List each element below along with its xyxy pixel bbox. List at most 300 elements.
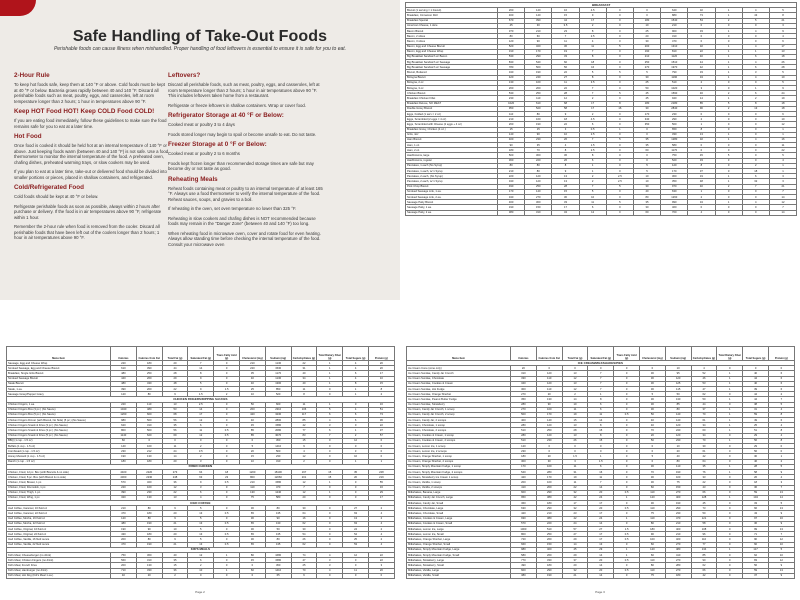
nutrient-cell: 310	[498, 49, 525, 54]
menu-item-cell: Iced Coffee, Vanilla, 22 fluid ounce	[7, 542, 111, 547]
nutrient-cell: 210	[536, 511, 562, 516]
nutrient-cell: 15	[291, 438, 317, 443]
nutrient-cell: 320	[136, 480, 162, 485]
nutrient-cell: 40	[665, 454, 691, 459]
nutrition-table	[406, 346, 795, 579]
nutrient-cell: 4	[368, 532, 394, 537]
nutrient-cell: 15	[562, 418, 588, 423]
nutrient-cell: 83	[291, 433, 317, 438]
nutrient-cell: 200	[111, 537, 137, 542]
nutrient-cell: 228	[368, 469, 394, 474]
nutrient-cell: 85	[665, 402, 691, 407]
nutrient-cell: 0	[717, 449, 743, 454]
nutrient-cell: 8	[552, 148, 579, 153]
nutrient-cell: 5	[633, 163, 660, 168]
nutrient-cell: 42	[691, 573, 717, 578]
nutrient-cell: 2310	[265, 407, 291, 412]
menu-item-cell: Kid's Meal, Hamburger (no drink)	[7, 568, 111, 573]
nutrient-cell: 30	[525, 23, 552, 28]
nutrient-cell: 6	[768, 386, 794, 391]
menu-item-cell: Hashbrowns, large	[406, 153, 498, 158]
nutrient-cell: 20	[291, 495, 317, 500]
nutrient-cell: 8	[552, 163, 579, 168]
column-header: Menu Item	[407, 347, 511, 361]
nutrient-cell: 5	[768, 547, 794, 552]
menu-item-cell: Ice Cream Sundae, Cookies & Cream	[407, 381, 511, 386]
nutrient-cell: 62	[291, 521, 317, 526]
nutrient-cell: 2	[291, 459, 317, 464]
nutrient-cell: 170	[511, 464, 537, 469]
nutrient-cell: 13	[188, 542, 214, 547]
menu-item-cell: Milkshakes, Orange Sherbet, Large	[407, 537, 511, 542]
nutrient-cell: 110	[639, 568, 665, 573]
nutrient-cell: 0	[614, 423, 640, 428]
nutrient-cell: 0	[588, 444, 614, 449]
nutrient-cell: 1	[742, 86, 769, 91]
nutrient-cell: 120	[665, 433, 691, 438]
nutrient-cell: 0	[239, 438, 265, 443]
nutrient-cell: 0	[614, 480, 640, 485]
nutrient-cell: 0	[614, 449, 640, 454]
nutrient-cell: 20	[239, 449, 265, 454]
nutrient-cell: 0	[633, 13, 660, 18]
nutrient-cell: 1	[688, 122, 715, 127]
nutrient-cell: 110	[691, 537, 717, 542]
nutrient-cell: 20	[368, 361, 394, 366]
menu-item-cell: Ice Cream, Lemon Ice, 2 scoops	[407, 449, 511, 454]
nutrient-cell: 5	[239, 444, 265, 449]
nutrient-cell: 1	[343, 392, 369, 397]
nutrient-cell: 470	[111, 511, 137, 516]
nutrient-cell: 660	[511, 542, 537, 547]
nutrient-cell: 2	[579, 179, 606, 184]
nutrient-cell: 18	[579, 60, 606, 65]
nutrient-cell: 1190	[661, 75, 688, 80]
nutrient-cell: 0	[606, 8, 633, 13]
column-header: Menu Item	[7, 347, 111, 361]
nutrient-cell: 60	[639, 485, 665, 490]
nutrient-cell: 670	[498, 18, 525, 23]
menu-item-cell: Ice Cream Sundae, Peanut Butter Fudge	[407, 397, 511, 402]
nutrient-cell: 30	[639, 376, 665, 381]
nutrient-cell: 54	[343, 532, 369, 537]
nutrient-cell: 210	[239, 480, 265, 485]
nutrient-cell: 46	[691, 376, 717, 381]
nutrient-cell: 7	[188, 361, 214, 366]
nutrient-cell: 0	[639, 459, 665, 464]
section-paragraph: Foods stored longer may begin to spoil or become unsafe to eat. Do not taste.	[168, 131, 317, 137]
nutrient-cell: 30	[239, 527, 265, 532]
nutrient-cell: 8	[588, 397, 614, 402]
nutrient-cell: 0	[768, 366, 794, 371]
section-paragraph: If reheating in the oven, set oven temperature no lower than 325 °F.	[168, 206, 297, 211]
nutrient-cell: 220	[525, 158, 552, 163]
nutrient-cell: 2	[715, 106, 742, 111]
nutrient-cell: 0	[606, 169, 633, 174]
section-paragraph: If you plan to eat at a later time, take-out or delivered food should be divided into smaller portions or pieces, placed in shallow containers, and refrigerated.	[14, 169, 167, 180]
nutrient-cell: 60	[691, 428, 717, 433]
nutrient-cell: 930	[511, 516, 537, 521]
nutrient-cell: 780	[498, 65, 525, 70]
nutrient-cell: 120	[661, 163, 688, 168]
nutrient-cell: 5	[768, 402, 794, 407]
nutrient-cell: 0	[614, 428, 640, 433]
nutrient-cell: 20	[162, 361, 188, 366]
nutrient-cell: 0	[188, 438, 214, 443]
nutrient-cell: 0	[742, 205, 769, 210]
nutrient-cell: 0	[614, 485, 640, 490]
column-header: Total Fat (g)	[562, 347, 588, 361]
nutrient-cell: 4	[768, 433, 794, 438]
nutrient-cell: 160	[525, 117, 552, 122]
nutrient-cell: 1	[769, 169, 796, 174]
nutrient-cell: 5	[769, 80, 796, 85]
nutrient-cell: 57	[562, 527, 588, 532]
column-header: Calories from Fat	[136, 347, 162, 361]
nutrient-cell: 13	[188, 521, 214, 526]
nutrient-cell: 85	[239, 433, 265, 438]
nutrient-cell: 60	[633, 210, 660, 215]
nutrient-cell: 5	[188, 516, 214, 521]
nutrient-cell: 26	[562, 438, 588, 443]
nutrient-cell: 20	[536, 392, 562, 397]
nutrient-cell: 43	[743, 511, 769, 516]
nutrient-cell: 108	[691, 527, 717, 532]
nutrient-cell: 8	[188, 371, 214, 376]
nutrient-cell: 130	[136, 454, 162, 459]
nutrient-cell: 0	[606, 194, 633, 199]
nutrient-cell: 90	[743, 537, 769, 542]
nutrient-cell: 5	[768, 464, 794, 469]
nutrient-cell: 6	[768, 376, 794, 381]
column-header: Calories from Fat	[536, 347, 562, 361]
brand-logo	[0, 0, 36, 16]
nutrient-cell: 30	[239, 537, 265, 542]
nutrient-cell: 120	[665, 423, 691, 428]
nutrient-cell: 0	[717, 537, 743, 542]
nutrient-cell: 45	[239, 558, 265, 563]
nutrient-cell: 27	[562, 532, 588, 537]
nutrient-cell: 17	[579, 101, 606, 106]
nutrient-cell: 0	[317, 542, 343, 547]
section-paragraph: Reheat foods containing meat or poultry to an internal temperature of at least 165 °F. Always use a food thermometer to verify the internal temperature of the food. Reheat sauces, soups, and gravies to a boil.	[168, 185, 323, 202]
nutrient-cell: 0	[606, 111, 633, 116]
nutrient-cell: 83	[743, 558, 769, 563]
nutrient-cell: 180	[111, 459, 137, 464]
nutrient-cell: 200	[136, 386, 162, 391]
nutrient-cell: 30	[639, 501, 665, 506]
menu-item-cell: Milkshakes, Vanilla, Large	[407, 568, 511, 573]
nutrition-page-2	[0, 300, 400, 600]
nutrient-cell: 100	[536, 464, 562, 469]
nutrient-cell: 0	[717, 516, 743, 521]
nutrient-cell: 15	[239, 454, 265, 459]
nutrient-cell: 9	[162, 392, 188, 397]
nutrient-cell: 117	[291, 412, 317, 417]
nutrient-cell: 0	[717, 568, 743, 573]
nutrient-cell: 0	[214, 449, 240, 454]
nutrient-cell: 0	[715, 80, 742, 85]
nutrient-cell: 73	[691, 506, 717, 511]
nutrient-cell: 4	[343, 366, 369, 371]
nutrient-cell: 260	[536, 537, 562, 542]
menu-item-cell: Milkshakes, Cookies & Cream, Large	[407, 516, 511, 521]
nutrient-cell: 380	[536, 516, 562, 521]
nutrient-cell: 53	[688, 18, 715, 23]
nutrient-cell: 11	[552, 39, 579, 44]
nutrient-cell: 330	[136, 568, 162, 573]
nutrient-cell: 230	[136, 490, 162, 495]
nutrient-cell: 97	[743, 516, 769, 521]
nutrient-cell: 610	[111, 366, 137, 371]
nutrient-cell: 23	[562, 511, 588, 516]
nutrient-cell: 0	[606, 28, 633, 33]
section-paragraph: Discard all perishable foods, such as meat, poultry, eggs, and casseroles, left at room temperature longer than 2 hours; 1 hour in air temperatures above 90 °F. This includes leftovers taken home from a restaurant.	[168, 82, 320, 98]
menu-item-cell: Ice Cream, Cookies & Cream, 1 scoop	[407, 433, 511, 438]
nutrient-cell: 190	[111, 527, 137, 532]
nutrient-cell: 8	[768, 412, 794, 417]
nutrient-cell: 4400	[111, 469, 137, 474]
nutrient-cell: 1	[588, 454, 614, 459]
nutrient-cell: 90	[525, 39, 552, 44]
nutrient-cell: 80	[136, 506, 162, 511]
nutrient-cell: 14	[188, 366, 214, 371]
nutrient-cell: 42	[691, 454, 717, 459]
nutrient-cell: 90	[498, 143, 525, 148]
nutrient-cell: 190	[136, 542, 162, 547]
nutrient-cell: 5	[606, 91, 633, 96]
menu-item-cell: Ice Cream, Chocolate, 1 scoop	[407, 423, 511, 428]
nutrient-cell: 16	[579, 65, 606, 70]
nutrient-cell: 1	[614, 552, 640, 557]
section-paragraph: Cooked meat or poultry 3 to 4 days	[168, 122, 235, 127]
nutrient-cell: 29	[588, 547, 614, 552]
nutrient-cell: 115	[665, 386, 691, 391]
nutrient-cell: 1	[717, 371, 743, 376]
nutrient-cell: 1.5	[214, 386, 240, 391]
category-label: BREAKFAST	[406, 3, 797, 8]
nutrient-cell: 12	[343, 438, 369, 443]
nutrient-cell: 13	[562, 433, 588, 438]
nutrient-cell: 1	[317, 402, 343, 407]
nutrient-cell: 170	[633, 111, 660, 116]
nutrition-page-3	[400, 300, 800, 600]
menu-item-cell: Smoked Sausage Link, 1 ea.	[406, 189, 498, 194]
nutrient-cell: 4	[768, 423, 794, 428]
nutrient-cell: 1	[768, 454, 794, 459]
nutrient-cell: 5	[715, 153, 742, 158]
nutrient-cell: 21	[769, 184, 796, 189]
nutrient-cell: 18	[214, 469, 240, 474]
nutrient-cell: 0	[614, 542, 640, 547]
nutrient-cell: 20	[588, 506, 614, 511]
nutrient-cell: 2	[579, 174, 606, 179]
nutrient-cell: 120	[536, 381, 562, 386]
nutrient-cell: 600	[511, 490, 537, 495]
nutrient-cell: 0	[742, 132, 769, 137]
nutrient-cell: 1	[579, 169, 606, 174]
table-header	[407, 347, 795, 361]
nutrient-cell: 30	[291, 506, 317, 511]
nutrient-cell: 85	[291, 418, 317, 423]
nutrient-cell: 57	[368, 433, 394, 438]
nutrient-cell: 1260	[111, 412, 137, 417]
nutrient-cell: 56	[743, 449, 769, 454]
nutrient-cell: 0	[742, 158, 769, 163]
nutrient-cell: 65	[239, 521, 265, 526]
nutrient-cell: 430	[111, 532, 137, 537]
nutrition-table	[6, 346, 395, 579]
nutrient-cell: 73	[368, 412, 394, 417]
nutrient-cell: 0	[614, 573, 640, 578]
nutrient-cell: 250	[525, 91, 552, 96]
nutrient-cell: 1410	[265, 568, 291, 573]
nutrient-cell: 1	[715, 8, 742, 13]
nutrient-cell: 0	[715, 143, 742, 148]
nutrient-cell: 29	[562, 552, 588, 557]
nutrient-cell: 12	[768, 558, 794, 563]
nutrient-cell: 290	[525, 54, 552, 59]
nutrient-cell: 2	[579, 111, 606, 116]
nutrient-cell: 510	[536, 527, 562, 532]
menu-item-cell: Milkshakes, Chocolate, Large	[407, 506, 511, 511]
nutrient-cell: 0	[606, 75, 633, 80]
nutrient-cell: 290	[536, 568, 562, 573]
nutrient-cell: 210	[498, 169, 525, 174]
nutrient-cell: 0	[715, 111, 742, 116]
nutrient-cell: 0	[588, 449, 614, 454]
nutrient-cell: 540	[511, 469, 537, 474]
nutrient-cell: 80	[525, 163, 552, 168]
nutrient-cell: 25	[239, 386, 265, 391]
nutrient-cell: 40	[239, 376, 265, 381]
menu-item-cell: Bologna, 3 oz.	[406, 86, 498, 91]
nutrient-cell: 134	[691, 547, 717, 552]
menu-item-cell: Hashbrowns, regular	[406, 158, 498, 163]
nutrient-cell: 1	[717, 407, 743, 412]
nutrient-cell: 200	[239, 407, 265, 412]
nutrient-cell: 7	[579, 91, 606, 96]
nutrient-cell: 400	[511, 418, 537, 423]
nutrient-cell: 0	[214, 412, 240, 417]
nutrient-cell: 0	[614, 407, 640, 412]
nutrient-cell: 350	[661, 179, 688, 184]
nutrient-cell: 212	[136, 449, 162, 454]
nutrient-cell: 5	[606, 200, 633, 205]
nutrient-cell: 0.5	[214, 521, 240, 526]
nutrient-cell: 0	[162, 438, 188, 443]
nutrient-cell: 10	[665, 444, 691, 449]
nutrient-cell: 60	[639, 552, 665, 557]
nutrient-cell: 0	[606, 132, 633, 137]
nutrient-cell: 6	[588, 402, 614, 407]
column-header: Saturated Fat (g)	[588, 347, 614, 361]
nutrient-cell: 490	[498, 184, 525, 189]
nutrient-cell: 6	[768, 381, 794, 386]
nutrient-cell: 2	[368, 537, 394, 542]
nutrient-cell: 180	[536, 501, 562, 506]
nutrient-cell: 51	[368, 407, 394, 412]
nutrient-cell: 37	[368, 428, 394, 433]
nutrient-cell: 510	[511, 428, 537, 433]
nutrient-cell: 20	[588, 558, 614, 563]
nutrient-cell: 54	[291, 532, 317, 537]
nutrient-cell: 190	[525, 70, 552, 75]
nutrient-cell: 33	[691, 475, 717, 480]
column-header: Total Dietary Fiber (g)	[717, 347, 743, 361]
nutrient-cell: 380	[498, 210, 525, 215]
nutrient-cell: 73	[688, 13, 715, 18]
nutrient-cell: 60	[525, 34, 552, 39]
nutrient-cell: 80	[498, 34, 525, 39]
nutrient-cell: 17	[562, 501, 588, 506]
menu-item-cell: Chicken, Fried, 8 pc. Box (with Biscuit & no side)	[7, 475, 111, 480]
nutrient-cell: 33	[743, 501, 769, 506]
nutrient-cell: 0.5	[614, 568, 640, 573]
menu-item-cell: Bacon, Egg and Cheese Wrap	[406, 49, 498, 54]
nutrient-cell: 8	[368, 386, 394, 391]
nutrient-cell: 71	[743, 532, 769, 537]
nutrient-cell: 11	[579, 200, 606, 205]
table-header	[7, 347, 395, 361]
nutrient-cell: 20	[162, 532, 188, 537]
nutrient-cell: 4	[317, 418, 343, 423]
nutrient-cell: 15	[317, 475, 343, 480]
nutrient-cell: 15	[498, 127, 525, 132]
nutrient-cell: 310	[265, 459, 291, 464]
nutrient-cell: 19	[552, 49, 579, 54]
nutrient-cell: 23	[552, 28, 579, 33]
nutrient-cell: 20	[136, 573, 162, 578]
nutrient-cell: 5	[188, 506, 214, 511]
nutrient-cell: 9	[188, 376, 214, 381]
nutrient-cell: 1140	[111, 433, 137, 438]
nutrient-cell: 0	[742, 148, 769, 153]
nutrient-cell: 290	[536, 506, 562, 511]
nutrient-cell: 190	[665, 469, 691, 474]
nutrient-cell: 360	[511, 501, 537, 506]
nutrient-cell: 34	[552, 210, 579, 215]
menu-item-cell: Iced Coffee, Vanilla, 16 fluid ounce	[7, 537, 111, 542]
category-label: ICED COFFEE	[7, 501, 395, 506]
nutrient-cell: 3230	[265, 412, 291, 417]
nutrient-cell: 110	[136, 402, 162, 407]
nutrient-cell: 1.5	[614, 527, 640, 532]
nutrient-cell: 150	[525, 205, 552, 210]
nutrient-cell: 0	[614, 444, 640, 449]
nutrient-cell: 56	[743, 563, 769, 568]
nutrient-cell: 810	[661, 49, 688, 54]
nutrient-cell: 30	[639, 397, 665, 402]
nutrient-cell: 7	[579, 49, 606, 54]
nutrient-cell: 0	[742, 122, 769, 127]
nutrient-cell: 104	[743, 495, 769, 500]
nutrient-cell: 120	[639, 547, 665, 552]
nutrient-cell: 17	[368, 371, 394, 376]
nutrient-cell: 12	[188, 552, 214, 557]
nutrient-cell: 13	[768, 490, 794, 495]
nutrient-cell: 50	[633, 86, 660, 91]
nutrient-cell: 47	[691, 386, 717, 391]
nutrient-cell: 0	[742, 127, 769, 132]
nutrient-cell: 80	[239, 552, 265, 557]
nutrient-cell: 0	[717, 542, 743, 547]
nutrient-cell: 1	[717, 423, 743, 428]
nutrient-cell: 59	[743, 490, 769, 495]
nutrient-cell: 340	[498, 194, 525, 199]
nutrient-cell: 2	[562, 392, 588, 397]
nutrient-cell: 390	[136, 366, 162, 371]
